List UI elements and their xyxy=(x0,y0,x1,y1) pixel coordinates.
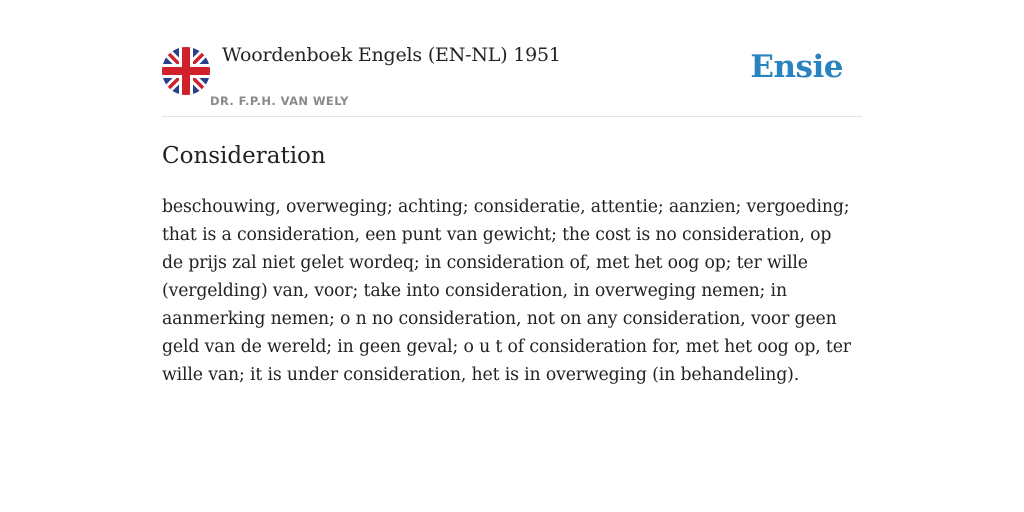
dictionary-author: DR. F.P.H. VAN WELY xyxy=(210,94,349,108)
uk-flag-icon xyxy=(162,47,210,95)
dictionary-title[interactable]: Woordenboek Engels (EN-NL) 1951 xyxy=(222,44,561,66)
brand-logo[interactable]: Ensie xyxy=(750,49,843,85)
dictionary-page xyxy=(162,0,862,389)
entry-definition: beschouwing, overweging; achting; consideratie, attentie; aanzien; vergoeding; that is a consideration, een punt van gewicht; the cost is no consideration, op de prijs zal niet gelet wordeq; in consideration of, met het oog op; ter wille (vergelding) van, voor; take into consideration, in overweging nemen; in aanmerking nemen; o n no consideration, not on any consideration, voor geen geld van de wereld; in geen geval; o u t of consideration for, met het oog op, ter wille van; it is under consideration, het is in overweging (in behandeling). xyxy=(162,197,851,385)
entry-headword: Consideration xyxy=(162,143,326,169)
page-header xyxy=(162,0,862,117)
